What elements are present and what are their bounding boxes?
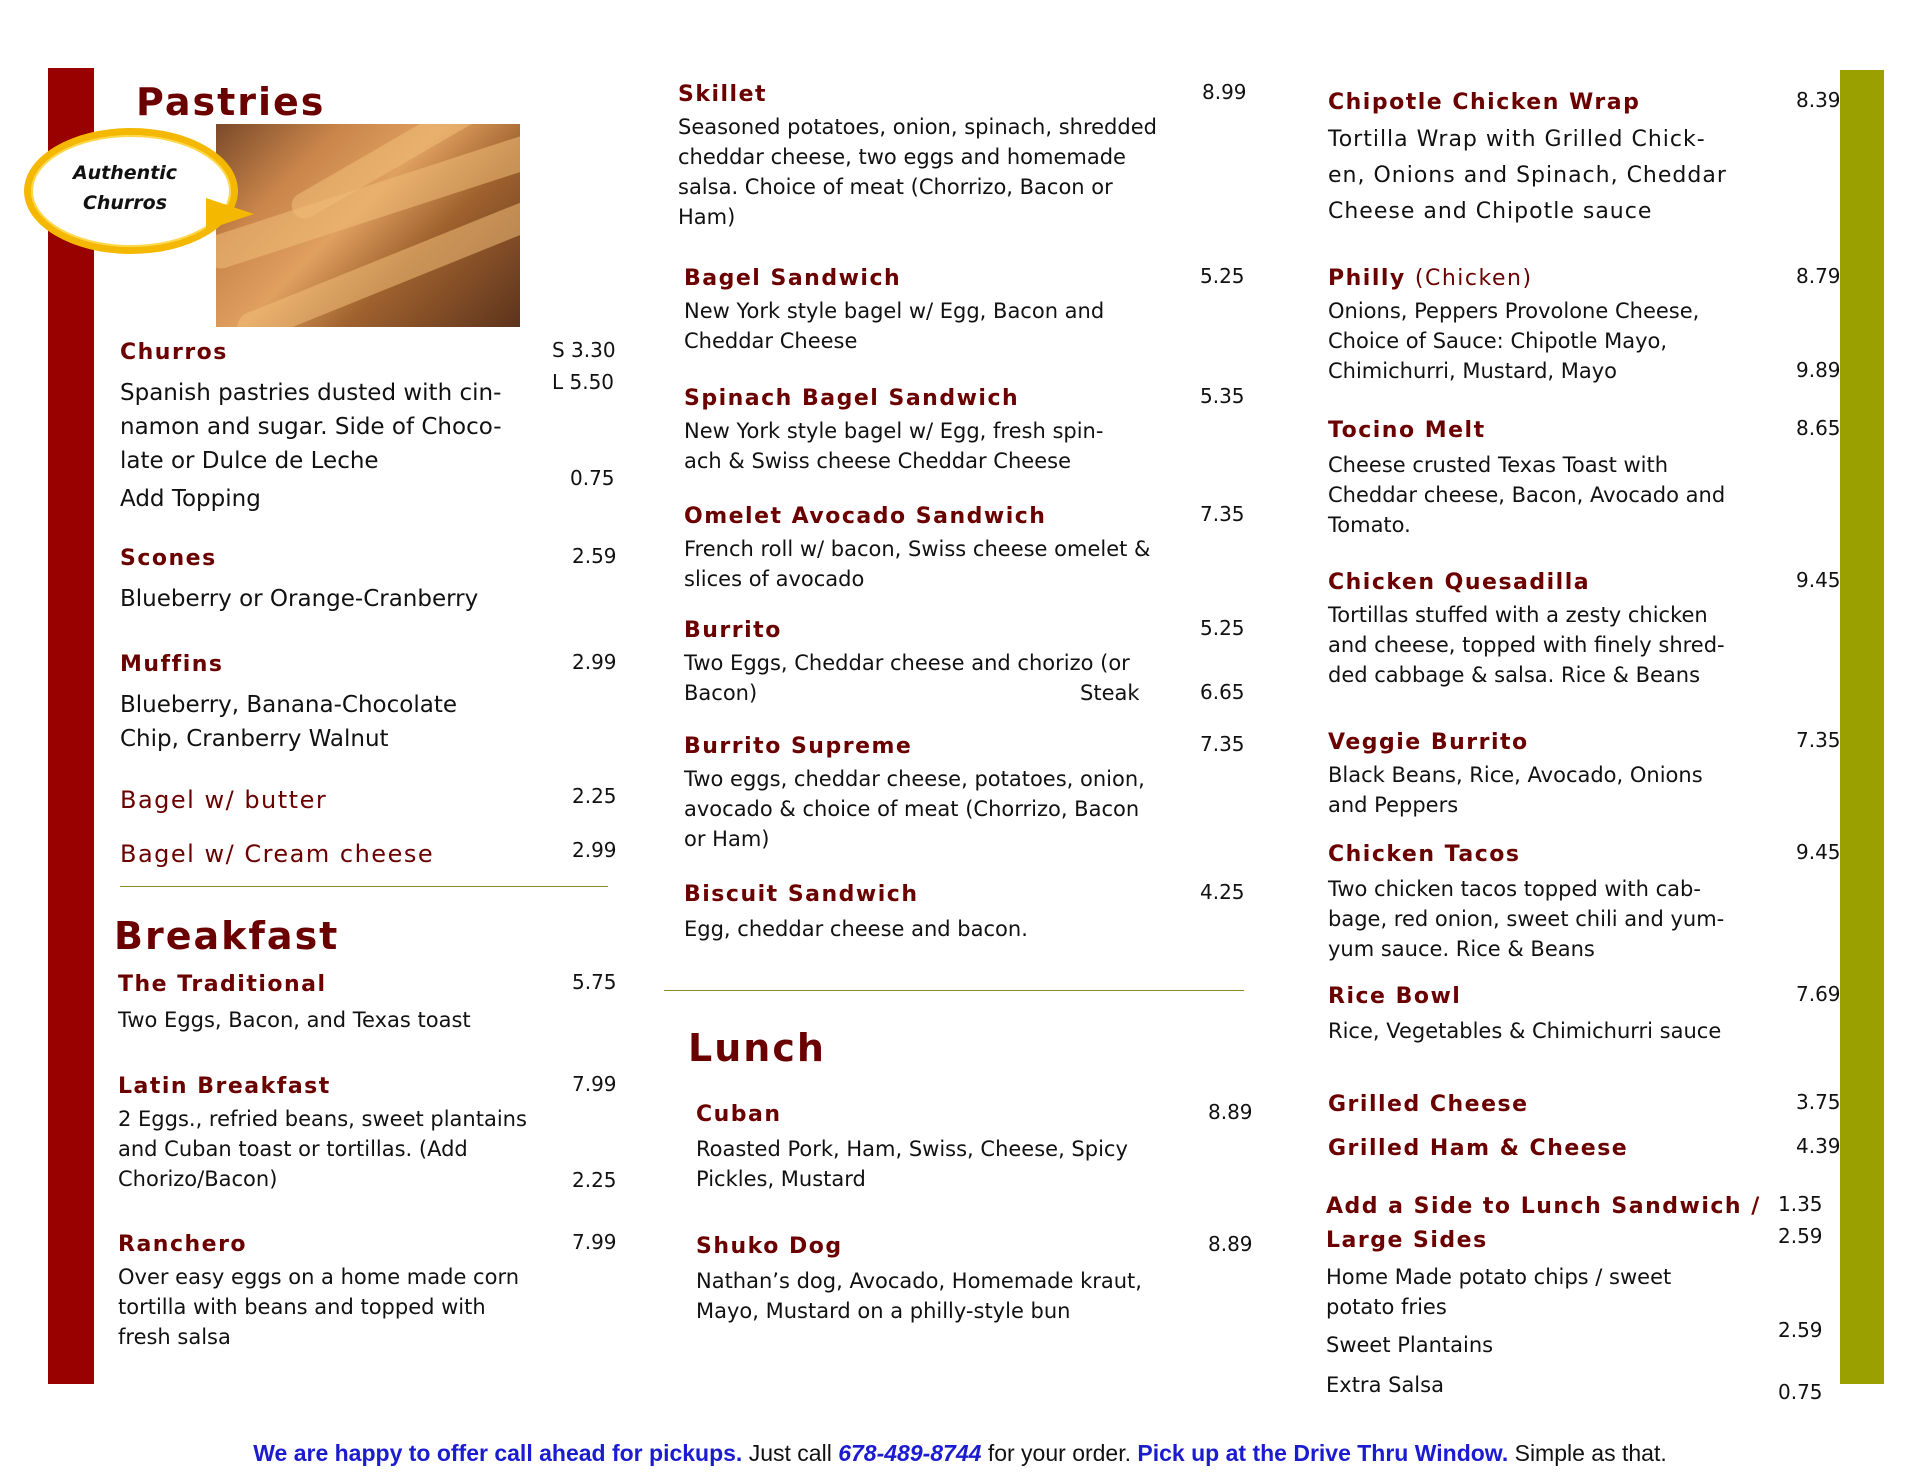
ranchero-description [118,1262,519,1352]
cuban-price: 8.89 [1208,1100,1253,1124]
tocino-melt-price: 8.65 [1796,416,1841,440]
latin-addon-price: 2.25 [572,1168,617,1192]
spinach-bagel-price: 5.35 [1200,384,1245,408]
shuko-dog-title: Shuko Dog [696,1234,843,1259]
bubble-tail [206,198,254,230]
footer-call-ahead: We are happy to offer call ahead for pickups. [253,1440,743,1466]
veggie-burrito-title: Veggie Burrito [1328,730,1529,755]
muffins-desc-line: Blueberry, Banana-Chocolate [120,692,457,718]
tocino-desc-line: Cheddar cheese, Bacon, Avocado and [1328,483,1726,507]
chicken-tacos-price: 9.45 [1796,840,1841,864]
skillet-desc-line: cheddar cheese, two eggs and homemade [678,145,1126,169]
philly-description [1328,296,1699,386]
shuko-desc-line: Mayo, Mustard on a philly-style bun [696,1299,1071,1323]
tocino-desc-line: Tomato. [1328,513,1411,537]
shuko-dog-description [696,1266,1142,1326]
tocino-melt-title: Tocino Melt [1328,418,1486,443]
omelet-avocado-price: 7.35 [1200,502,1245,526]
scones-description: Blueberry or Orange-Cranberry [120,586,479,612]
muffins-description [120,688,457,756]
burrito-supreme-price: 7.35 [1200,732,1245,756]
cuban-desc-line: Roasted Pork, Ham, Swiss, Cheese, Spicy [696,1137,1128,1161]
skillet-desc-line: Ham) [678,205,736,229]
side-price: 1.35 [1778,1192,1823,1216]
cuban-title: Cuban [696,1102,782,1127]
skillet-title: Skillet [678,82,768,107]
footer-phone-number[interactable]: 678-489-8744 [838,1440,982,1466]
chipotle-desc-line: Cheese and Chipotle sauce [1328,199,1653,224]
churros-desc-line: namon and sugar. Side of Choco- [120,414,502,440]
grilled-ham-cheese-title: Grilled Ham & Cheese [1328,1136,1629,1161]
spinach-bagel-title: Spinach Bagel Sandwich [684,386,1020,411]
churros-desc-line: Spanish pastries dusted with cin- [120,380,502,406]
shuko-desc-line: Nathan’s dog, Avocado, Homemade kraut, [696,1269,1142,1293]
cuban-desc-line: Pickles, Mustard [696,1167,866,1191]
bubble-text [50,158,200,218]
chicken-tacos-description [1328,874,1724,964]
philly-title-suffix: (Chicken) [1414,266,1533,291]
spinach-bagel-desc-line: New York style bagel w/ Egg, fresh spin- [684,419,1104,443]
tacos-desc-line: yum sauce. Rice & Beans [1328,937,1595,961]
chipotle-wrap-price: 8.39 [1796,88,1841,112]
sides-desc-line: potato fries [1326,1295,1447,1319]
burrito-description [684,648,1130,708]
philly-desc-line: Onions, Peppers Provolone Cheese, [1328,299,1700,323]
muffins-price: 2.99 [572,650,617,674]
omelet-avocado-title: Omelet Avocado Sandwich [684,504,1047,529]
ranchero-desc-line: fresh salsa [118,1325,231,1349]
bagel-sandwich-desc-line: Cheddar Cheese [684,329,858,353]
veggie-desc-line: Black Beans, Rice, Avocado, Onions [1328,763,1703,787]
bagel-sandwich-title: Bagel Sandwich [684,266,902,291]
chicken-quesadilla-price: 9.45 [1796,568,1841,592]
burrito-steak-price: 6.65 [1200,680,1245,704]
muffins-title: Muffins [120,652,224,677]
bagel-sandwich-price: 5.25 [1200,264,1245,288]
chicken-quesadilla-title: Chicken Quesadilla [1328,570,1591,595]
philly-desc-line: Choice of Sauce: Chipotle Mayo, [1328,329,1668,353]
grilled-ham-cheese-price: 4.39 [1796,1134,1841,1158]
tocino-desc-line: Cheese crusted Texas Toast with [1328,453,1669,477]
large-side-price: 2.59 [1778,1224,1823,1248]
quesadilla-desc-line: and cheese, topped with finely shred- [1328,633,1725,657]
sides-title: Add a Side to Lunch Sandwich / [1326,1194,1761,1219]
footer-for-order: for your order. [981,1440,1138,1466]
bagel-sandwich-desc-line: New York style bagel w/ Egg, Bacon and [684,299,1105,323]
breakfast-lunch-divider [664,990,1244,991]
spinach-bagel-description [684,416,1103,476]
burrito-price: 5.25 [1200,616,1245,640]
sweet-plantains-label: Sweet Plantains [1326,1333,1494,1357]
ranchero-desc-line: tortilla with beans and topped with [118,1295,486,1319]
burrito-desc-line: Two Eggs, Cheddar cheese and chorizo (or [684,651,1130,675]
omelet-desc-line: French roll w/ bacon, Swiss cheese omelet & [684,537,1151,561]
latin-breakfast-price: 7.99 [572,1072,617,1096]
footer-simple: Simple as that. [1508,1440,1667,1466]
latin-desc-line: 2 Eggs., refried beans, sweet plantains [118,1107,527,1131]
scones-price: 2.59 [572,544,617,568]
sides-description [1326,1262,1671,1322]
omelet-avocado-description [684,534,1150,594]
quesadilla-desc-line: Tortillas stuffed with a zesty chicken [1328,603,1708,627]
bagel-cream-title: Bagel w/ Cream cheese [120,840,435,868]
burrito-desc-line: Bacon) [684,681,758,705]
burrito-steak-label: Steak [1080,681,1140,705]
burrito-supreme-desc-line: or Ham) [684,827,770,851]
chipotle-desc-line: Tortilla Wrap with Grilled Chick- [1328,127,1706,152]
veggie-burrito-description [1328,760,1703,820]
churros-desc-line: late or Dulce de Leche [120,448,379,474]
scones-title: Scones [120,546,217,571]
latin-desc-line: Chorizo/Bacon) [118,1167,278,1191]
philly-title-text: Philly [1328,266,1406,291]
rice-bowl-price: 7.69 [1796,982,1841,1006]
biscuit-sandwich-title: Biscuit Sandwich [684,882,919,907]
churros-description [120,376,502,478]
tacos-desc-line: bage, red onion, sweet chili and yum- [1328,907,1725,931]
biscuit-sandwich-price: 4.25 [1200,880,1245,904]
ranchero-title: Ranchero [118,1232,248,1257]
ranchero-price: 7.99 [572,1230,617,1254]
ranchero-desc-line: Over easy eggs on a home made corn [118,1265,520,1289]
sweet-plantains-price: 2.59 [1778,1318,1823,1342]
philly-price-2: 9.89 [1796,358,1841,382]
churros-title: Churros [120,340,228,365]
skillet-description [678,112,1157,232]
chipotle-desc-line: en, Onions and Spinach, Cheddar [1328,163,1727,188]
footer-note [0,1440,1920,1467]
tacos-desc-line: Two chicken tacos topped with cab- [1328,877,1701,901]
traditional-description: Two Eggs, Bacon, and Texas toast [118,1008,471,1032]
chicken-quesadilla-description [1328,600,1725,690]
burrito-supreme-description [684,764,1145,854]
rice-bowl-description: Rice, Vegetables & Chimichurri sauce [1328,1019,1722,1043]
grilled-cheese-title: Grilled Cheese [1328,1092,1529,1117]
quesadilla-desc-line: ded cabbage & salsa. Rice & Beans [1328,663,1701,687]
philly-price: 8.79 [1796,264,1841,288]
sides-desc-line: Home Made potato chips / sweet [1326,1265,1672,1289]
philly-desc-line: Chimichurri, Mustard, Mayo [1328,359,1618,383]
bagel-cream-price: 2.99 [572,838,617,862]
veggie-burrito-price: 7.35 [1796,728,1841,752]
spinach-bagel-desc-line: ach & Swiss cheese Cheddar Cheese [684,449,1071,473]
chipotle-wrap-title: Chipotle Chicken Wrap [1328,90,1641,115]
omelet-desc-line: slices of avocado [684,567,865,591]
topping-price: 0.75 [570,466,615,490]
burrito-supreme-desc-line: avocado & choice of meat (Chorrizo, Bacon [684,797,1140,821]
bagel-butter-price: 2.25 [572,784,617,808]
biscuit-sandwich-description: Egg, cheddar cheese and bacon. [684,917,1028,941]
footer-drive-thru: Pick up at the Drive Thru Window. [1137,1440,1509,1466]
large-sides-title: Large Sides [1326,1228,1488,1253]
pastries-divider [120,886,608,887]
churros-photo [216,124,520,327]
traditional-price: 5.75 [572,970,617,994]
pastries-heading: Pastries [136,80,326,124]
breakfast-heading: Breakfast [114,914,340,958]
philly-title [1328,266,1533,291]
lunch-heading: Lunch [688,1026,826,1070]
shuko-dog-price: 8.89 [1208,1232,1253,1256]
latin-breakfast-description [118,1104,527,1194]
chipotle-wrap-description [1328,122,1727,230]
chicken-tacos-title: Chicken Tacos [1328,842,1521,867]
bagel-sandwich-description [684,296,1104,356]
extra-salsa-label: Extra Salsa [1326,1373,1444,1397]
traditional-title: The Traditional [118,972,327,997]
extra-salsa-price: 0.75 [1778,1380,1823,1404]
bubble-line-2: Churros [82,192,168,214]
latin-desc-line: and Cuban toast or tortillas. (Add [118,1137,468,1161]
left-decorative-bar [48,68,94,1384]
add-topping-label: Add Topping [120,486,261,512]
skillet-desc-line: salsa. Choice of meat (Chorrizo, Bacon or [678,175,1113,199]
churros-price-small: S 3.30 [552,338,616,362]
muffins-desc-line: Chip, Cranberry Walnut [120,726,389,752]
bagel-butter-title: Bagel w/ butter [120,786,328,814]
tocino-melt-description [1328,450,1725,540]
burrito-title: Burrito [684,618,782,643]
rice-bowl-title: Rice Bowl [1328,984,1462,1009]
grilled-cheese-price: 3.75 [1796,1090,1841,1114]
footer-just-call: Just call [742,1440,839,1466]
bubble-line-1: Authentic [72,162,178,184]
burrito-supreme-title: Burrito Supreme [684,734,913,759]
churros-price-large: L 5.50 [552,370,615,394]
veggie-desc-line: and Peppers [1328,793,1459,817]
right-decorative-bar [1840,70,1884,1384]
latin-breakfast-title: Latin Breakfast [118,1074,331,1099]
skillet-desc-line: Seasoned potatoes, onion, spinach, shredded [678,115,1157,139]
skillet-price: 8.99 [1202,80,1247,104]
cuban-description [696,1134,1128,1194]
burrito-supreme-desc-line: Two eggs, cheddar cheese, potatoes, onion, [684,767,1145,791]
